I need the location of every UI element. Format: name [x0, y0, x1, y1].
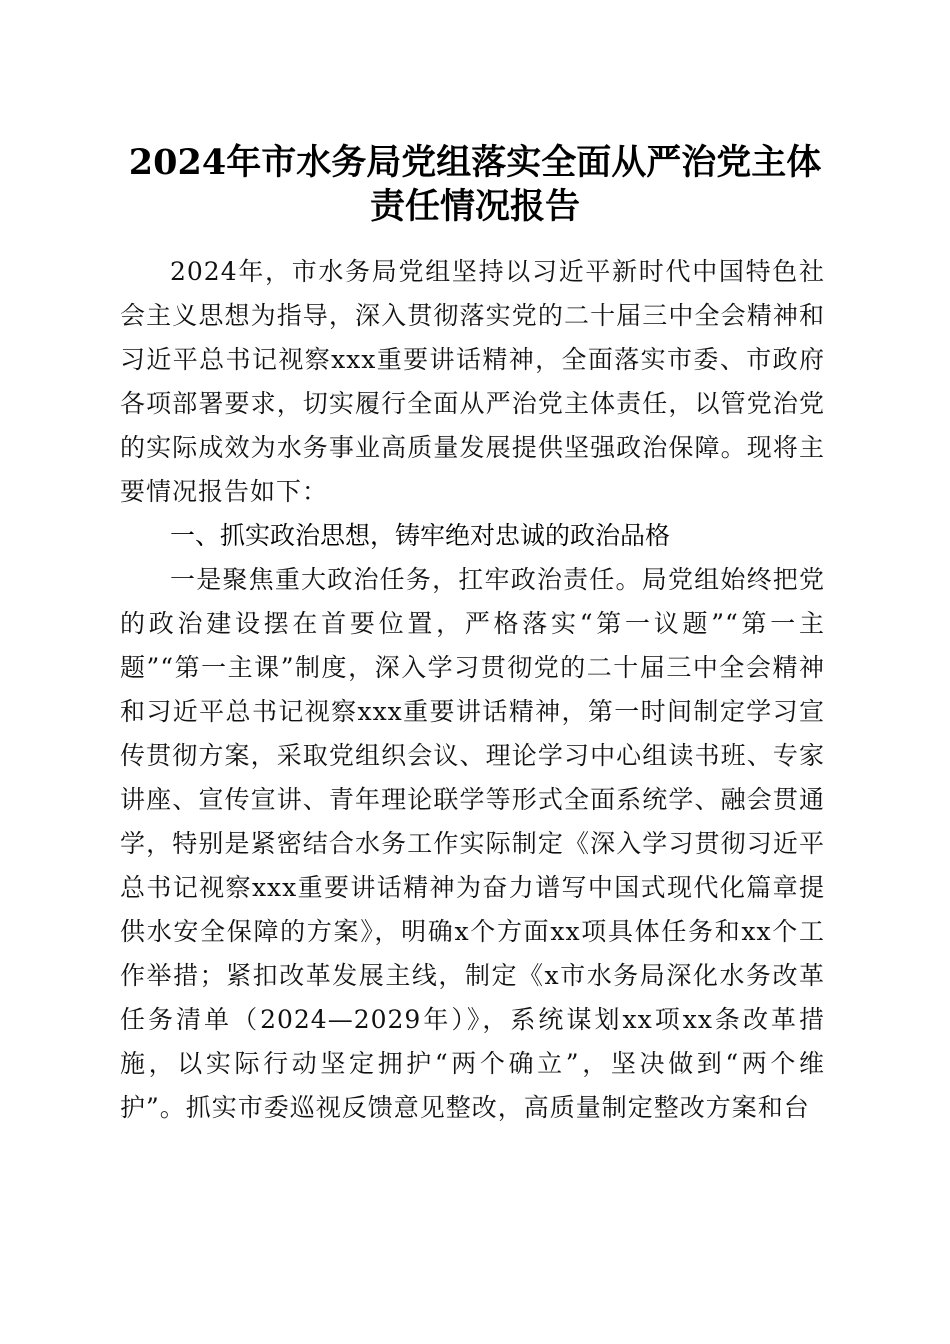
document-title-line1: 2024年市水务局党组落实全面从严治党主体 [128, 142, 822, 183]
section-paragraph [120, 558, 825, 1130]
document-title-line2: 责任情况报告 [369, 186, 580, 227]
section-heading: 一、抓实政治思想，铸牢绝对忠诚的政治品格 [170, 521, 671, 550]
intro-paragraph: 2024年，市水务局党组坚持以习近平新时代中国特色社会主义思想为指导，深入贯彻落实党的二十届三中全会精神和习近平总书记视察xxx重要讲话精神，全面落实市委、市政府各项部署要求，切实履行全面从严治党主体责任，以管党治党的实际成效为水务事业高质量发展提供坚强政治保障。现将主要情况报告如下： [120, 257, 825, 506]
paragraph-lead: 一是聚焦重大政治任务，扛牢政治责任。 [170, 565, 642, 594]
document-body [120, 250, 825, 1130]
paragraph-text: 局党组始终把党的政治建设摆在首要位置，严格落实“第一议题”“第一主题”“第一主课”制度，深入学习贯彻党的二十届三中全会精神和习近平总书记视察xxx重要讲话精神，第一时间制定学习宣传贯彻方案，采取党组织会议、理论学习中心组读书班、专家讲座、宣传宣讲、青年理论联学等形式全面系统学、融会贯通学，特别是紧密结合水务工作实际制定《深入学习贯彻习近平总书记视察xxx重要讲话精神为奋力谱写中国式现代化篇章提供水安全保障的方案》，明确x个方面xx项具体任务和xx个工作举措；紧扣改革发展主线，制定《x市水务局深化水务改革任务清单（2024—2029年）》，系统谋划xx项xx条改革措施，以实际行动坚定拥护“两个确立”，坚决做到“两个维护”。抓实市委巡视反馈意见整改，高质量制定整改方案和台 [120, 565, 825, 1122]
